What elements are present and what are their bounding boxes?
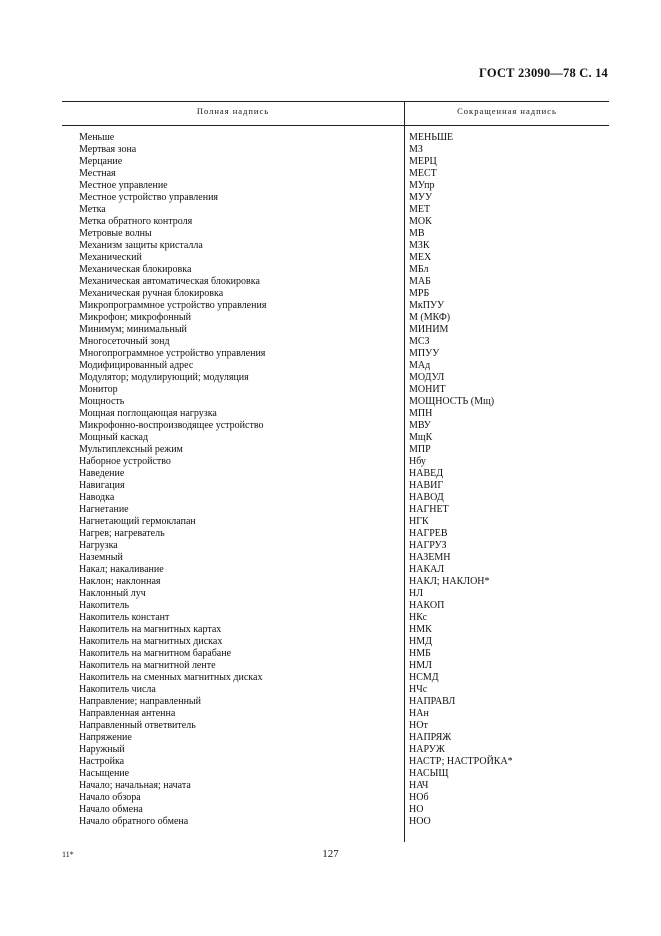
abbreviation: МЕСТ [409, 168, 437, 179]
table-row [62, 132, 609, 144]
table-row [62, 180, 609, 192]
full-label: Механическая блокировка [79, 264, 192, 275]
full-label: Направление; направленный [79, 696, 201, 707]
full-label: Нагрев; нагреватель [79, 528, 165, 539]
full-label: Мертвая зона [79, 144, 137, 155]
abbreviation: НЛ [409, 588, 424, 599]
table-row [62, 252, 609, 264]
full-label: Механизм защиты кристалла [79, 240, 203, 251]
table-row [62, 384, 609, 396]
full-label: Мощная поглощающая нагрузка [79, 408, 217, 419]
full-label: Местное управление [79, 180, 168, 191]
abbreviation: МИНИМ [409, 324, 449, 335]
table-row [62, 228, 609, 240]
full-label: Начало; начальная; начата [79, 780, 191, 791]
abbreviation: МОК [409, 216, 432, 227]
full-label: Начало обзора [79, 792, 141, 803]
abbreviation: НОб [409, 792, 429, 803]
full-label: Начало обмена [79, 804, 143, 815]
full-label: Меньше [79, 132, 115, 143]
abbreviation: МВУ [409, 420, 431, 431]
abbreviation: НАСТР; НАСТРОЙКА* [409, 756, 513, 767]
table-row [62, 696, 609, 708]
table-row [62, 372, 609, 384]
full-label: Микропрограммное устройство управления [79, 300, 267, 311]
table-row [62, 192, 609, 204]
abbreviation: МЕНЬШЕ [409, 132, 454, 143]
abbreviation: НАВИГ [409, 480, 444, 491]
abbreviation: МОЩНОСТЬ (Мщ) [409, 396, 495, 407]
table-row [62, 324, 609, 336]
full-label: Микрофон; микрофонный [79, 312, 192, 323]
full-label: Многопрограммное устройство управления [79, 348, 266, 359]
table-row [62, 804, 609, 816]
full-label: Накопитель [79, 600, 130, 611]
page-number: 127 [322, 848, 339, 860]
table-row [62, 432, 609, 444]
abbreviation: НАПРАВЛ [409, 696, 456, 707]
abbreviation: НАГНЕТ [409, 504, 449, 515]
abbreviation: МРБ [409, 288, 430, 299]
abbreviation: МУУ [409, 192, 433, 203]
abbreviation: НКс [409, 612, 428, 623]
table-row [62, 600, 609, 612]
column-header-full: Полная надпись [196, 106, 270, 116]
full-label: Механическая автоматическая блокировка [79, 276, 260, 287]
abbreviation: НАКОП [409, 600, 445, 611]
table-row [62, 684, 609, 696]
full-label: Мощный каскад [79, 432, 149, 443]
full-label: Настройка [79, 756, 125, 767]
abbreviation: НАСЫЩ [409, 768, 449, 779]
abbreviation: НАРУЖ [409, 744, 445, 755]
abbreviation: МУпр [409, 180, 435, 191]
table-row [62, 792, 609, 804]
abbreviation: МЕРЦ [409, 156, 437, 167]
full-label: Метка [79, 204, 106, 215]
table-row [62, 552, 609, 564]
table-row [62, 408, 609, 420]
abbreviation: НАЗЕМН [409, 552, 451, 563]
table-row [62, 336, 609, 348]
abbreviation: МАБ [409, 276, 431, 287]
table-row [62, 276, 609, 288]
full-label: Накопитель на сменных магнитных дисках [79, 672, 263, 683]
full-label: Многосеточный зонд [79, 336, 170, 347]
abbreviation: МВ [409, 228, 425, 239]
table-row [62, 732, 609, 744]
table-row [62, 156, 609, 168]
full-label: Монитор [79, 384, 118, 395]
table-row [62, 660, 609, 672]
abbreviation: НМЛ [409, 660, 432, 671]
full-label: Мультиплексный режим [79, 444, 183, 455]
abbreviation: МОНИТ [409, 384, 446, 395]
table-body [62, 132, 609, 828]
full-label: Нагнетание [79, 504, 129, 515]
abbreviation: НАн [409, 708, 429, 719]
full-label: Местное устройство управления [79, 192, 219, 203]
abbreviation: НАПРЯЖ [409, 732, 452, 743]
table-row [62, 768, 609, 780]
table-row [62, 216, 609, 228]
full-label: Наводка [79, 492, 115, 503]
full-label: Наклон; наклонная [79, 576, 161, 587]
full-label: Начало обратного обмена [79, 816, 189, 827]
table-row [62, 564, 609, 576]
table-row [62, 264, 609, 276]
abbreviation: МЗК [409, 240, 430, 251]
table-row [62, 360, 609, 372]
abbreviation: МАд [409, 360, 431, 371]
full-label: Накопитель на магнитной ленте [79, 660, 216, 671]
table-row [62, 720, 609, 732]
table-row [62, 588, 609, 600]
table-row [62, 348, 609, 360]
abbreviation: НАКЛ; НАКЛОН* [409, 576, 490, 587]
full-label: Нагрузка [79, 540, 118, 551]
abbreviation: МПН [409, 408, 433, 419]
abbreviation: МБл [409, 264, 429, 275]
table-row [62, 744, 609, 756]
abbreviation: НГК [409, 516, 429, 527]
full-label: Минимум; минимальный [79, 324, 187, 335]
abbreviation: НАГРУЗ [409, 540, 447, 551]
full-label: Направленная антенна [79, 708, 176, 719]
table-row [62, 816, 609, 828]
abbreviation: МкПУУ [409, 300, 445, 311]
abbreviation: НАКАЛ [409, 564, 445, 575]
table-row [62, 504, 609, 516]
table-row [62, 300, 609, 312]
table-row [62, 204, 609, 216]
full-label: Напряжение [79, 732, 132, 743]
full-label: Наземный [79, 552, 123, 563]
abbreviation: НО [409, 804, 424, 815]
full-label: Направленный ответвитель [79, 720, 196, 731]
table-row [62, 144, 609, 156]
table-row [62, 672, 609, 684]
table-row [62, 288, 609, 300]
abbreviation: Нбу [409, 456, 426, 467]
full-label: Накопитель числа [79, 684, 156, 695]
footnote-mark: 11* [62, 850, 74, 859]
abbreviation: МЕТ [409, 204, 431, 215]
full-label: Наборное устройство [79, 456, 171, 467]
abbreviation: НМБ [409, 648, 431, 659]
abbreviation: МЗ [409, 144, 423, 155]
abbreviation: НЧс [409, 684, 428, 695]
full-label: Накопитель констант [79, 612, 170, 623]
table-row [62, 612, 609, 624]
table-header-rule [62, 125, 609, 126]
table-row [62, 540, 609, 552]
table-row [62, 312, 609, 324]
document-code: ГОСТ 23090—78 С. 14 [479, 66, 608, 80]
abbreviation: НОО [409, 816, 431, 827]
full-label: Механическая ручная блокировка [79, 288, 224, 299]
abbreviation: НСМД [409, 672, 439, 683]
full-label: Метровые волны [79, 228, 152, 239]
full-label: Наружный [79, 744, 125, 755]
table-row [62, 420, 609, 432]
table-row [62, 168, 609, 180]
abbreviation: НАВЕД [409, 468, 444, 479]
column-header-short: Сокращенная надпись [457, 106, 557, 116]
full-label: Накопитель на магнитных картах [79, 624, 222, 635]
full-label: Накал; накаливание [79, 564, 164, 575]
full-label: Навигация [79, 480, 125, 491]
full-label: Модулятор; модулирующий; модуляция [79, 372, 249, 383]
table-row [62, 492, 609, 504]
table-row [62, 648, 609, 660]
full-label: Микрофонно-воспроизводящее устройство [79, 420, 264, 431]
table-row [62, 780, 609, 792]
table-row [62, 624, 609, 636]
full-label: Нагнетающий гермоклапан [79, 516, 196, 527]
abbreviation: НАЧ [409, 780, 429, 791]
full-label: Мерцание [79, 156, 123, 167]
abbreviation: МПР [409, 444, 431, 455]
abbreviation: НМК [409, 624, 432, 635]
abbreviation: МОДУЛ [409, 372, 445, 383]
full-label: Мощность [79, 396, 125, 407]
full-label: Насыщение [79, 768, 130, 779]
table-row [62, 456, 609, 468]
table-row [62, 636, 609, 648]
table-row [62, 528, 609, 540]
abbreviation: М (МКФ) [409, 312, 451, 323]
table-row [62, 240, 609, 252]
abbreviation: НОт [409, 720, 428, 731]
full-label: Модифицированный адрес [79, 360, 194, 371]
full-label: Наклонный луч [79, 588, 146, 599]
full-label: Наведение [79, 468, 125, 479]
full-label: Местная [79, 168, 116, 179]
table-row [62, 708, 609, 720]
table-row [62, 480, 609, 492]
abbreviation: НМД [409, 636, 432, 647]
full-label: Накопитель на магнитных дисках [79, 636, 223, 647]
abbreviation: МПУУ [409, 348, 440, 359]
abbreviation: МСЗ [409, 336, 430, 347]
table-row [62, 516, 609, 528]
table-top-rule [62, 101, 609, 102]
table-row [62, 576, 609, 588]
full-label: Механический [79, 252, 142, 263]
full-label: Метка обратного контроля [79, 216, 193, 227]
abbreviation: НАВОД [409, 492, 444, 503]
abbreviation: МЕХ [409, 252, 432, 263]
table-row [62, 468, 609, 480]
table-row [62, 396, 609, 408]
abbreviation: МщК [409, 432, 433, 443]
full-label: Накопитель на магнитном барабане [79, 648, 232, 659]
abbreviation: НАГРЕВ [409, 528, 448, 539]
table-row [62, 756, 609, 768]
table-row [62, 444, 609, 456]
